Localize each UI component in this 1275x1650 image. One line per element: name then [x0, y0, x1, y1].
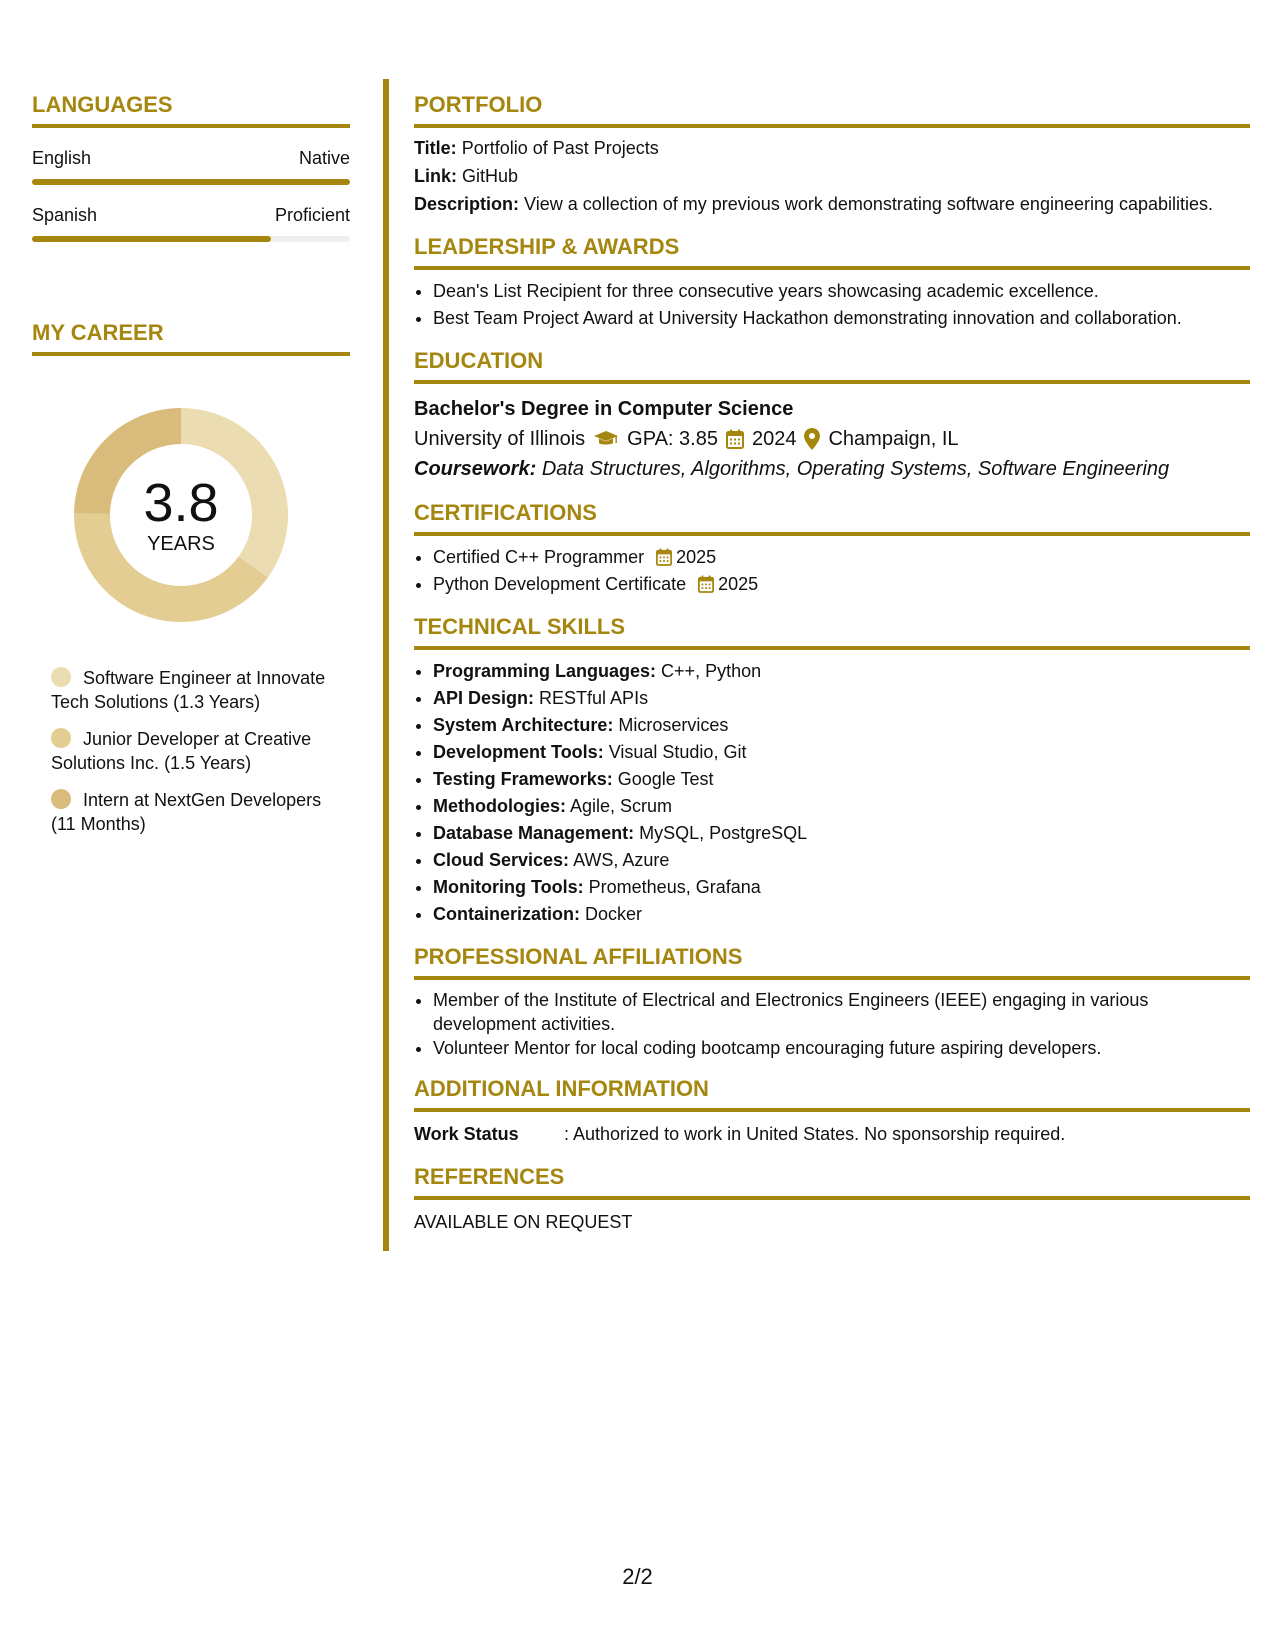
- skill-key: Monitoring Tools:: [433, 877, 584, 897]
- skill-key: Database Management:: [433, 823, 635, 843]
- graduation-cap-icon: [593, 429, 619, 449]
- education-gpa: GPA: 3.85: [627, 428, 718, 450]
- skill-key: Methodologies:: [433, 796, 566, 816]
- references-text: AVAILABLE ON REQUEST: [414, 1212, 633, 1232]
- education-school: University of Illinois: [414, 428, 586, 450]
- skill-item: [433, 901, 1250, 928]
- skills-list: [414, 658, 1250, 928]
- references-section: [414, 1164, 1250, 1236]
- skill-key: Development Tools:: [433, 742, 604, 762]
- legend-dot: [51, 728, 71, 748]
- career-total-unit: YEARS: [147, 532, 215, 555]
- portfolio-desc-line: [414, 190, 1250, 218]
- affiliations-title: PROFESSIONAL AFFILIATIONS: [414, 944, 1250, 980]
- right-column: [414, 92, 1250, 1252]
- skill-key: Programming Languages:: [433, 661, 657, 681]
- skill-item: [433, 712, 1250, 739]
- skill-item: [433, 820, 1250, 847]
- legend-item: [51, 788, 350, 836]
- portfolio-desc-value: View a collection of my previous work demonstrating software engineering capabilities.: [524, 194, 1214, 214]
- certification-year: 2025: [718, 574, 759, 594]
- list-item: [433, 544, 1250, 571]
- references-title: REFERENCES: [414, 1164, 1250, 1200]
- skill-item: [433, 793, 1250, 820]
- skill-key: Cloud Services:: [433, 850, 570, 870]
- legend-label: Software Engineer at Innovate Tech Solutions (1.3 Years): [51, 668, 326, 712]
- skill-key: Testing Frameworks:: [433, 769, 613, 789]
- skill-value: Agile, Scrum: [570, 796, 673, 816]
- skill-item: [433, 766, 1250, 793]
- skill-value: C++, Python: [661, 661, 762, 681]
- career-legend: [32, 666, 350, 836]
- language-bar: [32, 236, 350, 242]
- work-status-row: [414, 1120, 1250, 1148]
- language-bar: [32, 179, 350, 185]
- languages-title: LANGUAGES: [32, 92, 350, 128]
- language-bar-fill: [32, 179, 350, 185]
- portfolio-link-label: Link:: [414, 166, 457, 186]
- calendar-icon: [656, 548, 672, 566]
- language-level: Native: [298, 148, 350, 168]
- portfolio-title: PORTFOLIO: [414, 92, 1250, 128]
- portfolio-title-label: Title:: [414, 138, 457, 158]
- certification-year: 2025: [676, 547, 717, 567]
- skill-item: [433, 874, 1250, 901]
- career-total-value: 3.8: [143, 472, 219, 533]
- affiliations-section: [414, 944, 1250, 1060]
- education-section: [414, 348, 1250, 484]
- calendar-icon: [698, 575, 714, 593]
- language-level: Proficient: [274, 205, 350, 225]
- certifications-section: [414, 500, 1250, 598]
- legend-item: [51, 727, 350, 775]
- page-number: 2/2: [622, 1564, 653, 1589]
- education-degree: Bachelor's Degree in Computer Science: [414, 398, 794, 420]
- additional-section: [414, 1076, 1250, 1148]
- portfolio-desc-label: Description:: [414, 194, 520, 214]
- language-bar-fill: [32, 236, 271, 242]
- affiliations-list: [414, 988, 1250, 1060]
- career-donut-chart: [66, 400, 296, 630]
- skill-value: Prometheus, Grafana: [588, 877, 761, 897]
- left-column: [32, 92, 350, 849]
- education-year: 2024: [751, 428, 797, 450]
- list-item: • Volunteer Mentor for local coding bootcamp encouraging future aspiring developers.: [433, 1036, 1250, 1060]
- leadership-list: [414, 278, 1250, 332]
- certifications-title: CERTIFICATIONS: [414, 500, 1250, 536]
- additional-title: ADDITIONAL INFORMATION: [414, 1076, 1250, 1112]
- certification-name: Certified C++ Programmer: [433, 547, 645, 567]
- skill-key: API Design:: [433, 688, 535, 708]
- list-item: [433, 571, 1250, 598]
- portfolio-title-line: [414, 134, 1250, 162]
- skill-value: AWS, Azure: [573, 850, 670, 870]
- legend-label: Junior Developer at Creative Solutions Inc. (1.5 Years): [51, 729, 312, 773]
- leadership-section: [414, 234, 1250, 332]
- skill-item: [433, 685, 1250, 712]
- coursework-label: Coursework:: [414, 458, 537, 480]
- portfolio-section: [414, 92, 1250, 218]
- education-title: EDUCATION: [414, 348, 1250, 384]
- calendar-icon: [726, 429, 744, 449]
- legend-dot: [51, 667, 71, 687]
- skill-value: Google Test: [617, 769, 714, 789]
- skill-value: RESTful APIs: [539, 688, 649, 708]
- column-divider: [383, 79, 389, 1251]
- portfolio-link[interactable]: GitHub: [462, 166, 519, 186]
- education-details: [414, 424, 1250, 454]
- language-name: Spanish: [32, 205, 98, 225]
- language-item: [32, 148, 350, 185]
- donut-center: [66, 400, 296, 630]
- list-item: • Member of the Institute of Electrical and Electronics Engineers (IEEE) engaging in various development activities.: [433, 988, 1250, 1036]
- skill-value: Docker: [585, 904, 643, 924]
- coursework-value: Data Structures, Algorithms, Operating Systems, Software Engineering: [541, 458, 1170, 480]
- list-item: • Best Team Project Award at University Hackathon demonstrating innovation and collaboration.: [433, 305, 1250, 332]
- legend-dot: [51, 789, 71, 809]
- skill-key: Containerization:: [433, 904, 580, 924]
- skill-item: [433, 739, 1250, 766]
- language-item: [32, 205, 350, 242]
- legend-item: [51, 666, 350, 714]
- skills-section: [414, 614, 1250, 928]
- portfolio-link-line: [414, 162, 1250, 190]
- skill-item: [433, 658, 1250, 685]
- skill-value: MySQL, PostgreSQL: [639, 823, 808, 843]
- skill-value: Microservices: [618, 715, 729, 735]
- certifications-list: [414, 544, 1250, 598]
- list-item: • Dean's List Recipient for three consecutive years showcasing academic excellence.: [433, 278, 1250, 305]
- career-title: MY CAREER: [32, 320, 350, 356]
- work-status-key: Work Status: [414, 1124, 519, 1144]
- skill-value: Visual Studio, Git: [608, 742, 747, 762]
- language-name: English: [32, 148, 92, 168]
- location-pin-icon: [804, 428, 820, 450]
- education-location: Champaign, IL: [828, 428, 959, 450]
- legend-label: Intern at NextGen Developers (11 Months): [51, 790, 322, 834]
- work-status-value: : Authorized to work in United States. No sponsorship required.: [564, 1124, 1066, 1144]
- education-coursework: [414, 454, 1250, 484]
- certification-name: Python Development Certificate: [433, 574, 687, 594]
- portfolio-title-value: Portfolio of Past Projects: [461, 138, 659, 158]
- skill-item: [433, 847, 1250, 874]
- leadership-title: LEADERSHIP & AWARDS: [414, 234, 1250, 270]
- skills-title: TECHNICAL SKILLS: [414, 614, 1250, 650]
- skill-key: System Architecture:: [433, 715, 614, 735]
